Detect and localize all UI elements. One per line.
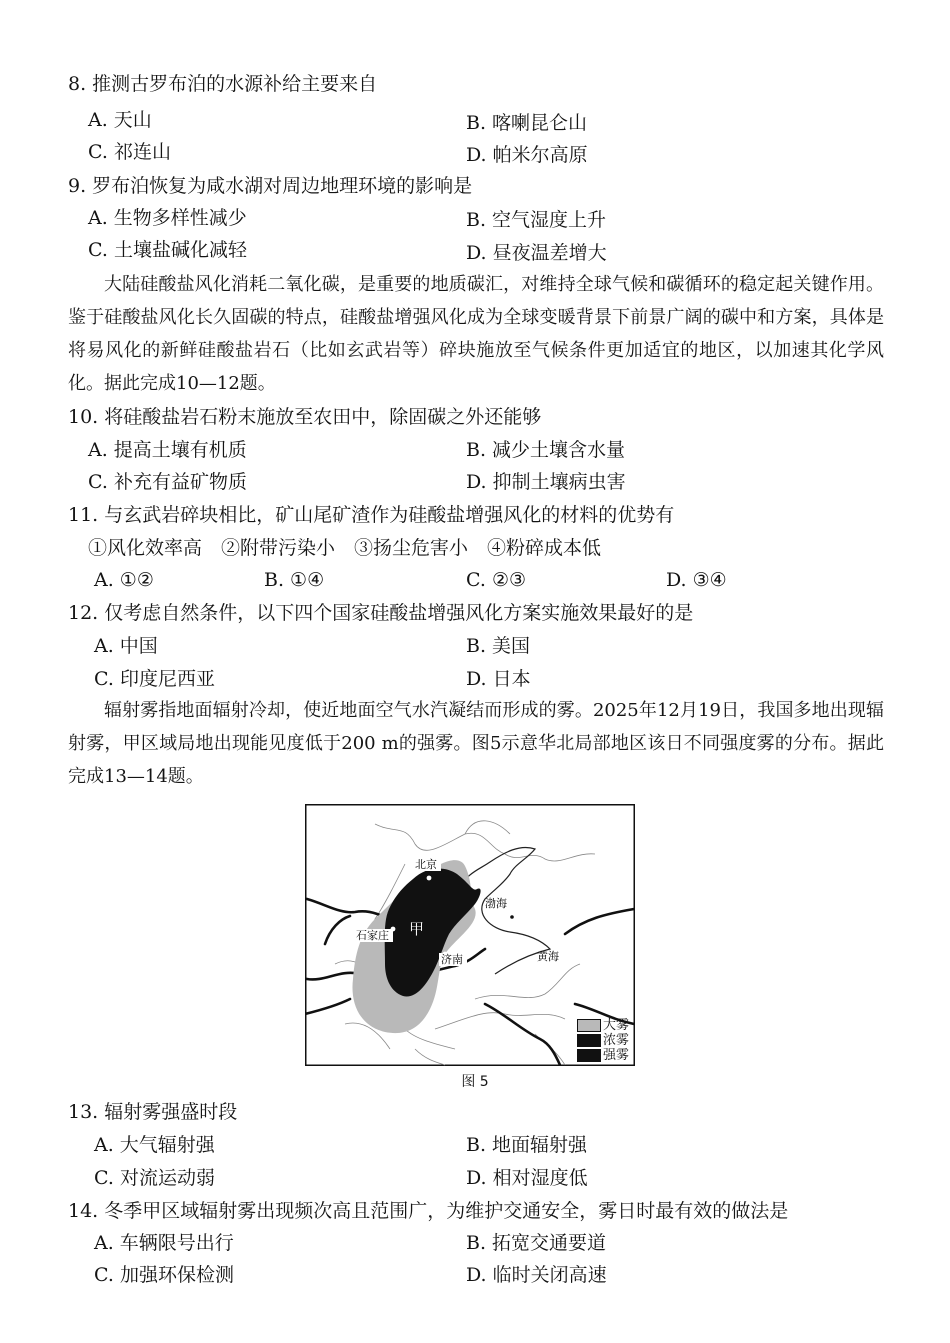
q12-option-a[interactable]: A. 中国 [94,635,158,657]
legend-item-strong-fog [577,1048,629,1063]
bohai-marker [510,915,514,919]
q12-option-c[interactable]: C. 印度尼西亚 [94,668,215,690]
passage-radiation-fog [68,694,884,793]
label-jia: 甲 [409,920,425,938]
question-9-stem: 9. 罗布泊恢复为咸水湖对周边地理环境的影响是 [68,175,473,197]
q9-option-b[interactable]: B. 空气湿度上升 [466,209,607,231]
q10-option-a[interactable]: A. 提高土壤有机质 [88,439,247,461]
question-13-stem: 13. 辐射雾强盛时段 [68,1101,238,1123]
q13-option-b[interactable]: B. 地面辐射强 [466,1134,588,1156]
legend-swatch-strong-fog [577,1049,601,1062]
q11-option-b[interactable]: B. ①④ [264,569,325,591]
q9-option-d[interactable]: D. 昼夜温差增大 [466,242,607,264]
legend-label-dense-fog: 浓雾 [603,1033,630,1048]
q13-option-d[interactable]: D. 相对湿度低 [466,1167,588,1189]
q11-option-c[interactable]: C. ②③ [466,569,527,591]
question-14-stem: 14. 冬季甲区域辐射雾出现频次高且范围广，为维护交通安全，雾日时最有效的做法是 [68,1200,789,1222]
question-12-stem: 12. 仅考虑自然条件，以下四个国家硅酸盐增强风化方案实施效果最好的是 [68,602,694,624]
q12-option-b[interactable]: B. 美国 [466,635,531,657]
q13-option-c[interactable]: C. 对流运动弱 [94,1167,215,1189]
q10-option-b[interactable]: B. 减少土壤含水量 [466,439,626,461]
legend-item-dense-fog [577,1033,629,1048]
figure-caption: 图 5 [461,1074,489,1090]
question-11-stem: 11. 与玄武岩碎块相比，矿山尾矿渣作为硅酸盐增强风化的材料的优势有 [68,504,675,526]
figure-legend [577,1018,629,1063]
label-shijiazhuang: 石家庄 [356,929,389,942]
label-jinan: 济南 [441,953,463,966]
q9-option-a[interactable]: A. 生物多样性减少 [88,207,247,229]
label-huanghai: 黄海 [537,950,559,963]
q10-option-c[interactable]: C. 补充有益矿物质 [88,471,247,493]
q8-option-c[interactable]: C. 祁连山 [88,141,171,163]
q8-option-a[interactable]: A. 天山 [88,109,152,131]
passage-silicate-weathering [68,268,884,400]
q14-option-d[interactable]: D. 临时关闭高速 [466,1264,607,1286]
question-8-stem: 8. 推测古罗布泊的水源补给主要来自 [68,73,378,95]
q14-option-a[interactable]: A. 车辆限号出行 [94,1232,234,1254]
passage-fog-text: 辐射雾指地面辐射冷却，使近地面空气水汽凝结而形成的雾。2025年12月19日，我国多地出现辐射雾，甲区域局地出现能见度低于200 m的强雾。图5示意华北局部地区该日不同强度雾的分布。据此完成13—14题。 [68,700,884,787]
q10-option-d[interactable]: D. 抑制土壤病虫害 [466,471,626,493]
legend-label-big-fog: 大雾 [603,1018,630,1033]
q8-option-d[interactable]: D. 帕米尔高原 [466,144,588,166]
label-bohai: 渤海 [485,897,507,910]
q14-option-b[interactable]: B. 拓宽交通要道 [466,1232,607,1254]
q12-option-d[interactable]: D. 日本 [466,668,531,690]
q8-option-b[interactable]: B. 喀喇昆仑山 [466,112,588,134]
q9-option-c[interactable]: C. 土壤盐碱化减轻 [88,239,247,261]
legend-item-big-fog [577,1018,629,1033]
q11-option-d[interactable]: D. ③④ [666,569,727,591]
q13-option-a[interactable]: A. 大气辐射强 [94,1134,215,1156]
legend-swatch-dense-fog [577,1034,601,1047]
q14-option-c[interactable]: C. 加强环保检测 [94,1264,234,1286]
legend-label-strong-fog: 强雾 [603,1048,630,1063]
legend-swatch-big-fog [577,1019,601,1032]
beijing-marker [427,876,432,881]
question-10-stem: 10. 将硅酸盐岩石粉末施放至农田中，除固碳之外还能够 [68,406,542,428]
label-beijing: 北京 [415,858,437,871]
passage-silicate-text: 大陆硅酸盐风化消耗二氧化碳，是重要的地质碳汇，对维持全球气候和碳循环的稳定起关键作用。鉴于硅酸盐风化长久固碳的特点，硅酸盐增强风化成为全球变暖背景下前景广阔的碳中和方案，具体是将易风化的新鲜硅酸盐岩石（比如玄武岩等）碎块施放至气候条件更加适宜的地区，以加速其化学风化。据此完成10—12题。 [68,274,884,394]
q11-statements: ①风化效率高 ②附带污染小 ③扬尘危害小 ④粉碎成本低 [88,537,602,559]
q11-option-a[interactable]: A. ①② [94,569,154,591]
